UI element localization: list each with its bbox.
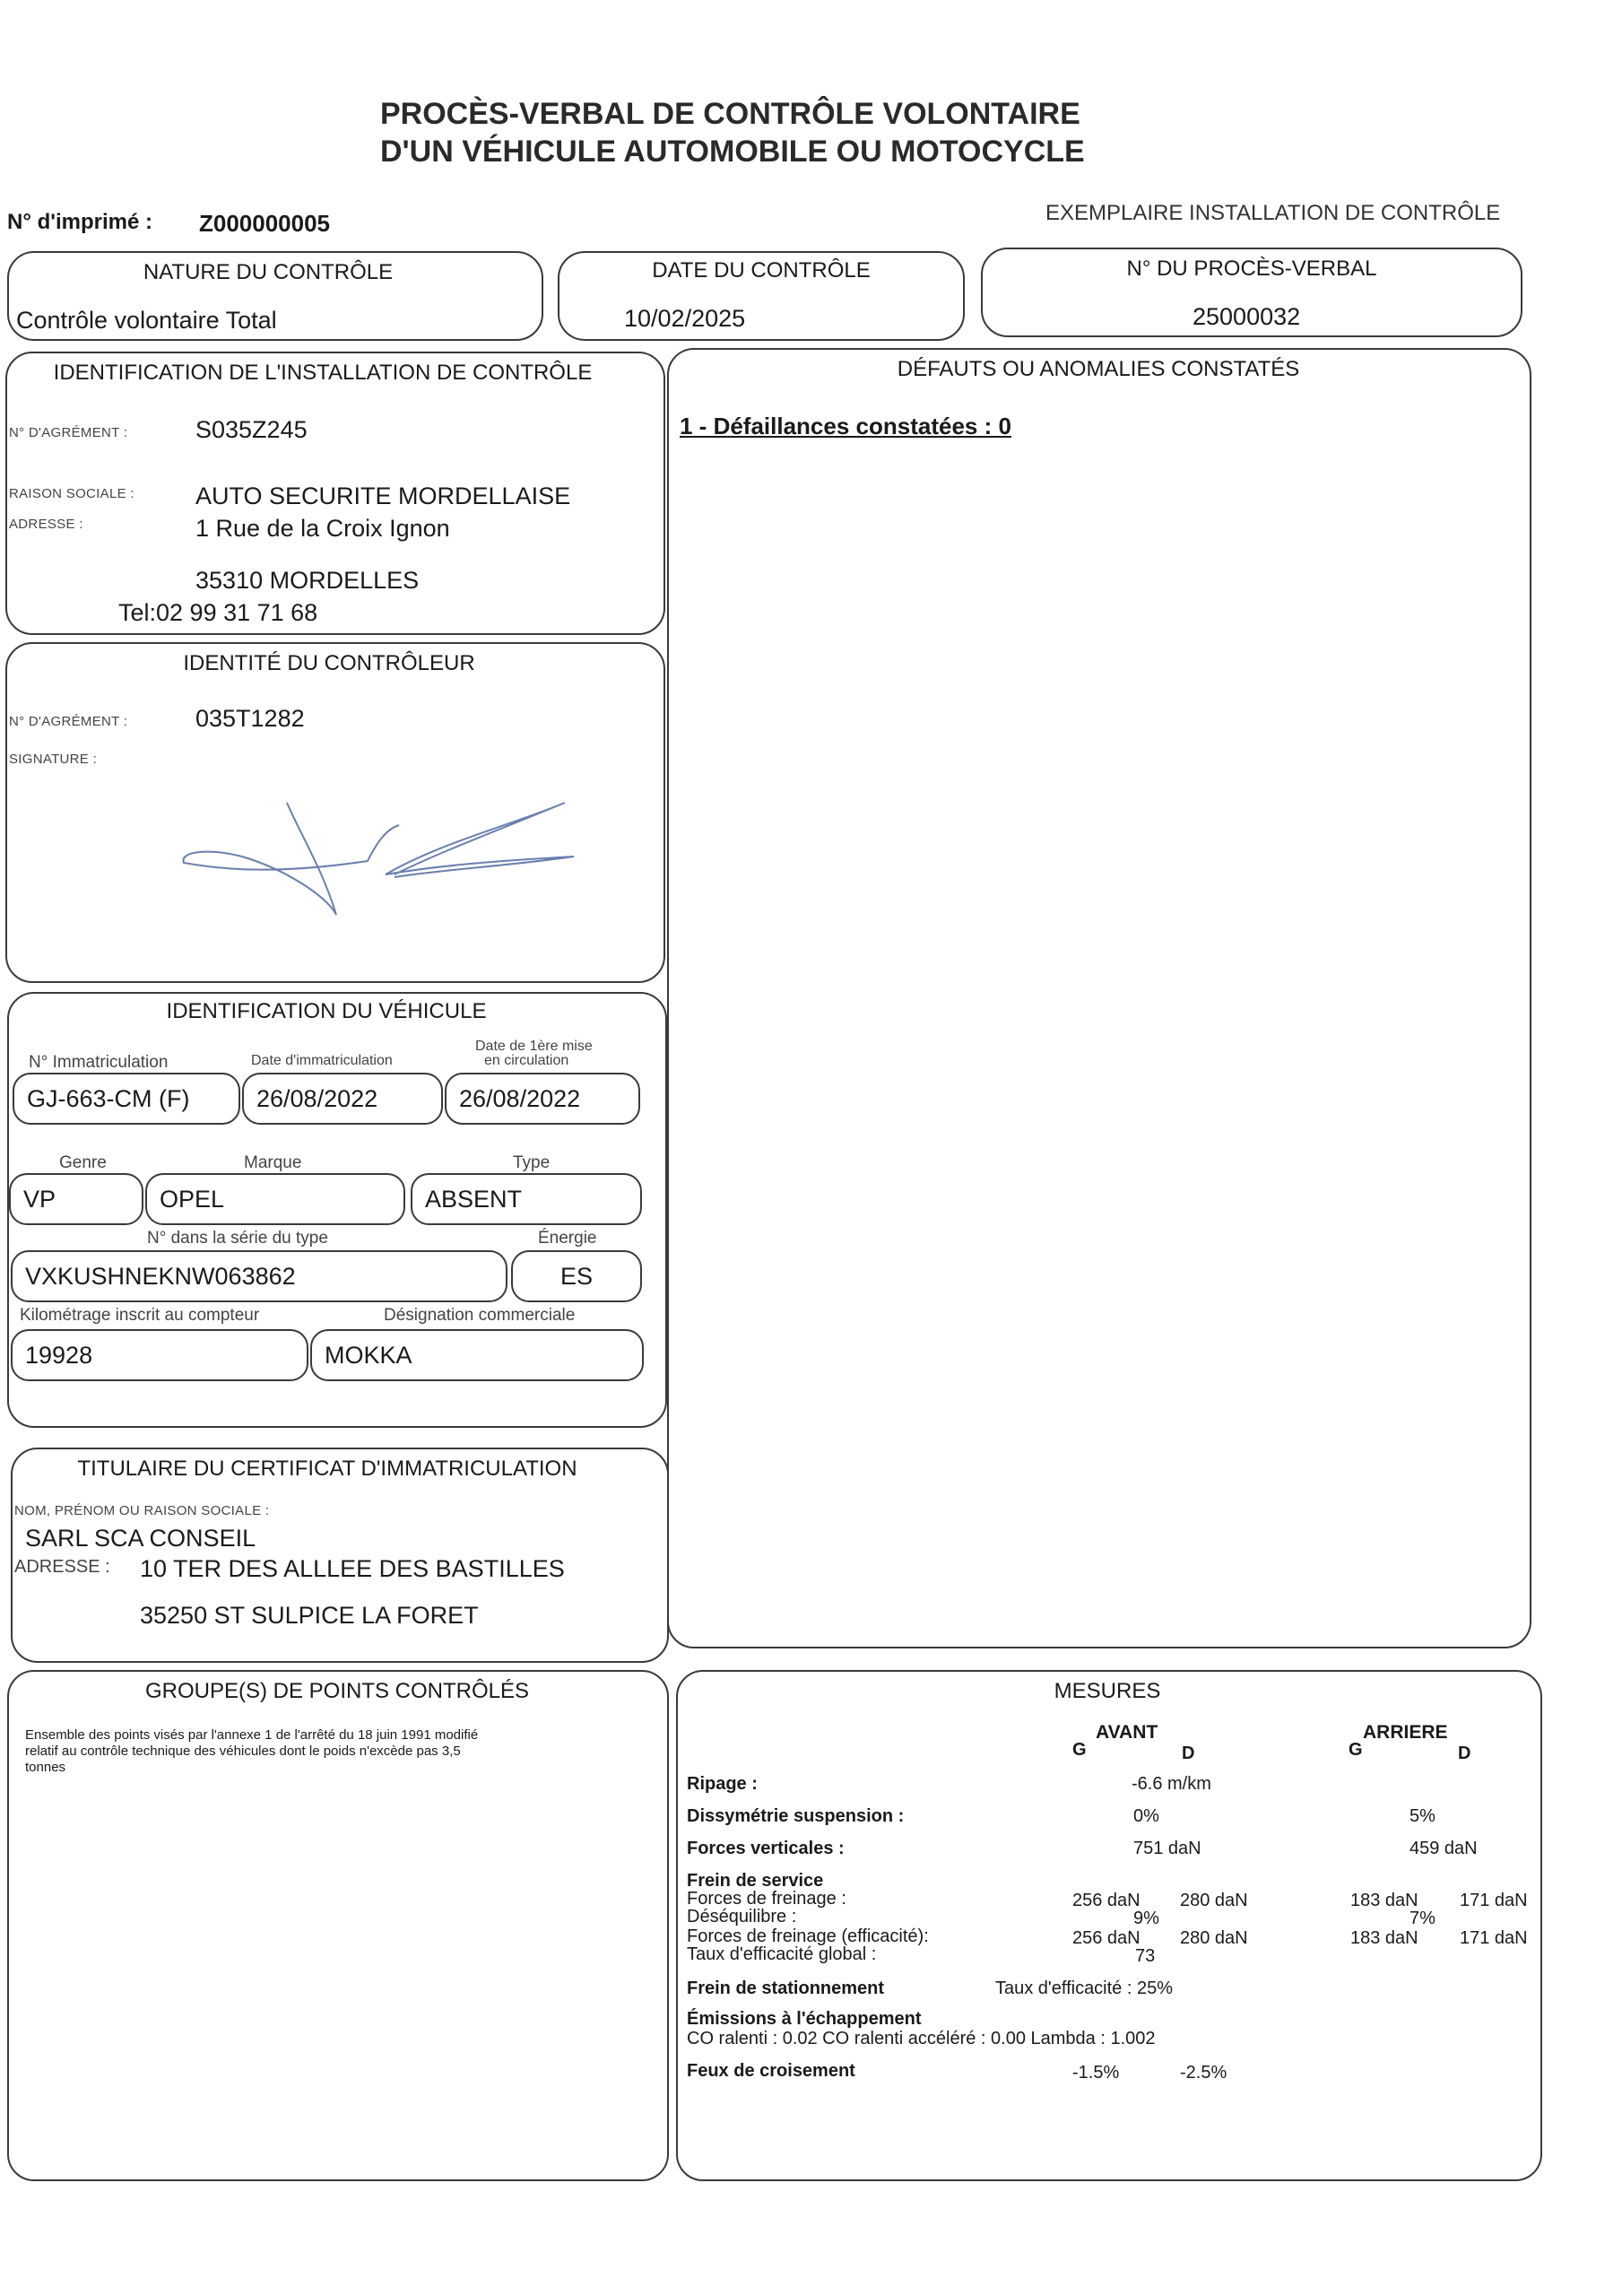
forces-efficacite-avant-g: 256 daN [1072, 1928, 1141, 1948]
feux-croisement-label: Feux de croisement [687, 2061, 855, 2081]
arriere-header: ARRIERE [1363, 1722, 1448, 1743]
date-immat-label: Date d'immatriculation [251, 1053, 393, 1068]
installation-raison-label: RAISON SOCIALE : [9, 486, 134, 501]
frein-stationnement-label: Frein de stationnement [687, 1979, 885, 1998]
energie-field: ES [511, 1250, 642, 1302]
copy-label: EXEMPLAIRE INSTALLATION DE CONTRÔLE [1045, 201, 1501, 225]
genre-label: Genre [59, 1153, 107, 1172]
genre-field: VP [9, 1173, 143, 1225]
energie-label: Énergie [538, 1229, 597, 1248]
marque-label: Marque [244, 1153, 302, 1172]
titulaire-adresse-line1: 10 TER DES ALLLEE DES BASTILLES [140, 1555, 565, 1582]
controleur-agrement-label: N° D'AGRÉMENT : [9, 714, 128, 729]
forces-freinage-arriere-g: 183 daN [1350, 1891, 1418, 1910]
ripage-value: -6.6 m/km [1132, 1774, 1211, 1794]
feux-croisement-g: -1.5% [1072, 2063, 1120, 2083]
installation-agrement-value: S035Z245 [195, 416, 308, 443]
document-title-line2: D'UN VÉHICULE AUTOMOBILE OU MOTOCYCLE [380, 135, 1085, 169]
forces-verticales-arriere: 459 daN [1409, 1839, 1478, 1858]
titulaire-header: TITULAIRE DU CERTIFICAT D'IMMATRICULATION [77, 1457, 577, 1481]
defauts-header: DÉFAUTS OU ANOMALIES CONSTATÉS [897, 357, 1300, 381]
dissym-label: Dissymétrie suspension : [687, 1806, 905, 1826]
forces-efficacite-arriere-d: 171 daN [1460, 1928, 1528, 1948]
date-mise-field: 26/08/2022 [445, 1073, 640, 1125]
groupes-line3: tonnes [25, 1760, 66, 1775]
taux-global-label: Taux d'efficacité global : [687, 1944, 877, 1964]
emissions-value: CO ralenti : 0.02 CO ralenti accéléré : 0.00 Lambda : 1.002 [687, 2029, 1156, 2048]
installation-adresse-line2: 35310 MORDELLES [195, 567, 420, 594]
forces-freinage-avant-g: 256 daN [1072, 1891, 1141, 1910]
avant-d-header: D [1182, 1744, 1195, 1763]
desequilibre-label: Déséquilibre : [687, 1907, 797, 1926]
controleur-header: IDENTITÉ DU CONTRÔLEUR [183, 651, 475, 675]
nature-header: NATURE DU CONTRÔLE [143, 260, 394, 284]
avant-header: AVANT [1096, 1722, 1158, 1743]
titulaire-nom-label: NOM, PRÉNOM OU RAISON SOCIALE : [14, 1503, 270, 1518]
date-mise-label-2: en circulation [484, 1053, 569, 1068]
dissym-avant: 0% [1133, 1806, 1159, 1826]
frein-stationnement-value: Taux d'efficacité : 25% [995, 1979, 1174, 1998]
designation-label: Désignation commerciale [384, 1306, 576, 1325]
nature-value: Contrôle volontaire Total [16, 307, 277, 334]
document-title-line1: PROCÈS-VERBAL DE CONTRÔLE VOLONTAIRE [380, 97, 1080, 131]
forces-freinage-avant-d: 280 daN [1180, 1891, 1248, 1910]
immat-field: GJ-663-CM (F) [13, 1073, 240, 1125]
installation-agrement-label: N° D'AGRÉMENT : [9, 425, 128, 440]
pv-header: N° DU PROCÈS-VERBAL [1126, 257, 1377, 281]
desequilibre-arriere: 7% [1409, 1909, 1436, 1928]
groupes-line1: Ensemble des points visés par l'annexe 1 de l'arrêté du 18 juin 1991 modifié [25, 1727, 479, 1743]
forces-efficacite-label: Forces de freinage (efficacité): [687, 1926, 929, 1946]
signature-label: SIGNATURE : [9, 752, 98, 767]
km-field: 19928 [11, 1329, 308, 1381]
date-mise-label-1: Date de 1ère mise [475, 1039, 593, 1054]
forces-freinage-arriere-d: 171 daN [1460, 1891, 1528, 1910]
print-number-value: Z000000005 [199, 210, 331, 237]
pv-value: 25000032 [1193, 303, 1301, 330]
titulaire-adresse-line2: 35250 ST SULPICE LA FORET [140, 1602, 479, 1629]
forces-freinage-label: Forces de freinage : [687, 1889, 846, 1909]
desequilibre-avant: 9% [1133, 1909, 1159, 1928]
forces-efficacite-avant-d: 280 daN [1180, 1928, 1248, 1948]
dissym-arriere: 5% [1409, 1806, 1436, 1826]
feux-croisement-d: -2.5% [1180, 2063, 1227, 2083]
arriere-d-header: D [1458, 1744, 1471, 1763]
installation-adresse-label: ADRESSE : [9, 517, 83, 532]
date-value: 10/02/2025 [624, 305, 746, 332]
designation-field: MOKKA [310, 1329, 644, 1381]
forces-verticales-avant: 751 daN [1133, 1839, 1201, 1858]
mesures-header: MESURES [1054, 1679, 1161, 1703]
titulaire-adresse-label: ADRESSE : [14, 1557, 110, 1577]
type-field: ABSENT [411, 1173, 642, 1225]
avant-g-header: G [1072, 1740, 1087, 1760]
marque-field: OPEL [145, 1173, 405, 1225]
arriere-g-header: G [1349, 1740, 1363, 1760]
installation-header: IDENTIFICATION DE L'INSTALLATION DE CONTRÔLE [53, 361, 593, 385]
defauts-line: 1 - Défaillances constatées : 0 [680, 413, 1011, 439]
date-immat-field: 26/08/2022 [242, 1073, 443, 1125]
installation-adresse-line1: 1 Rue de la Croix Ignon [195, 515, 450, 542]
defauts-section [667, 348, 1531, 1648]
ripage-label: Ripage : [687, 1774, 758, 1794]
taux-global-value: 73 [1135, 1946, 1156, 1966]
date-header: DATE DU CONTRÔLE [652, 258, 871, 283]
emissions-label: Émissions à l'échappement [687, 2009, 922, 2029]
type-label: Type [513, 1153, 551, 1172]
km-label: Kilométrage inscrit au compteur [20, 1306, 260, 1325]
titulaire-nom-value: SARL SCA CONSEIL [25, 1525, 256, 1552]
print-number-label: N° d'imprimé : [7, 210, 152, 234]
installation-phone: Tel:02 99 31 71 68 [118, 599, 318, 626]
serie-label: N° dans la série du type [147, 1229, 328, 1248]
installation-raison-value: AUTO SECURITE MORDELLAISE [195, 483, 571, 509]
signature-image [170, 789, 664, 933]
groupes-header: GROUPE(S) DE POINTS CONTRÔLÉS [144, 1679, 530, 1703]
groupes-line2: relatif au contrôle technique des véhicules dont le poids n'excède pas 3,5 [25, 1744, 461, 1759]
frein-service-label: Frein de service [687, 1871, 824, 1891]
controleur-agrement-value: 035T1282 [195, 705, 305, 732]
forces-efficacite-arriere-g: 183 daN [1350, 1928, 1418, 1948]
forces-verticales-label: Forces verticales : [687, 1839, 845, 1858]
serie-field: VXKUSHNEKNW063862 [11, 1250, 507, 1302]
vehicule-header: IDENTIFICATION DU VÉHICULE [166, 999, 487, 1023]
immat-label: N° Immatriculation [29, 1053, 169, 1072]
